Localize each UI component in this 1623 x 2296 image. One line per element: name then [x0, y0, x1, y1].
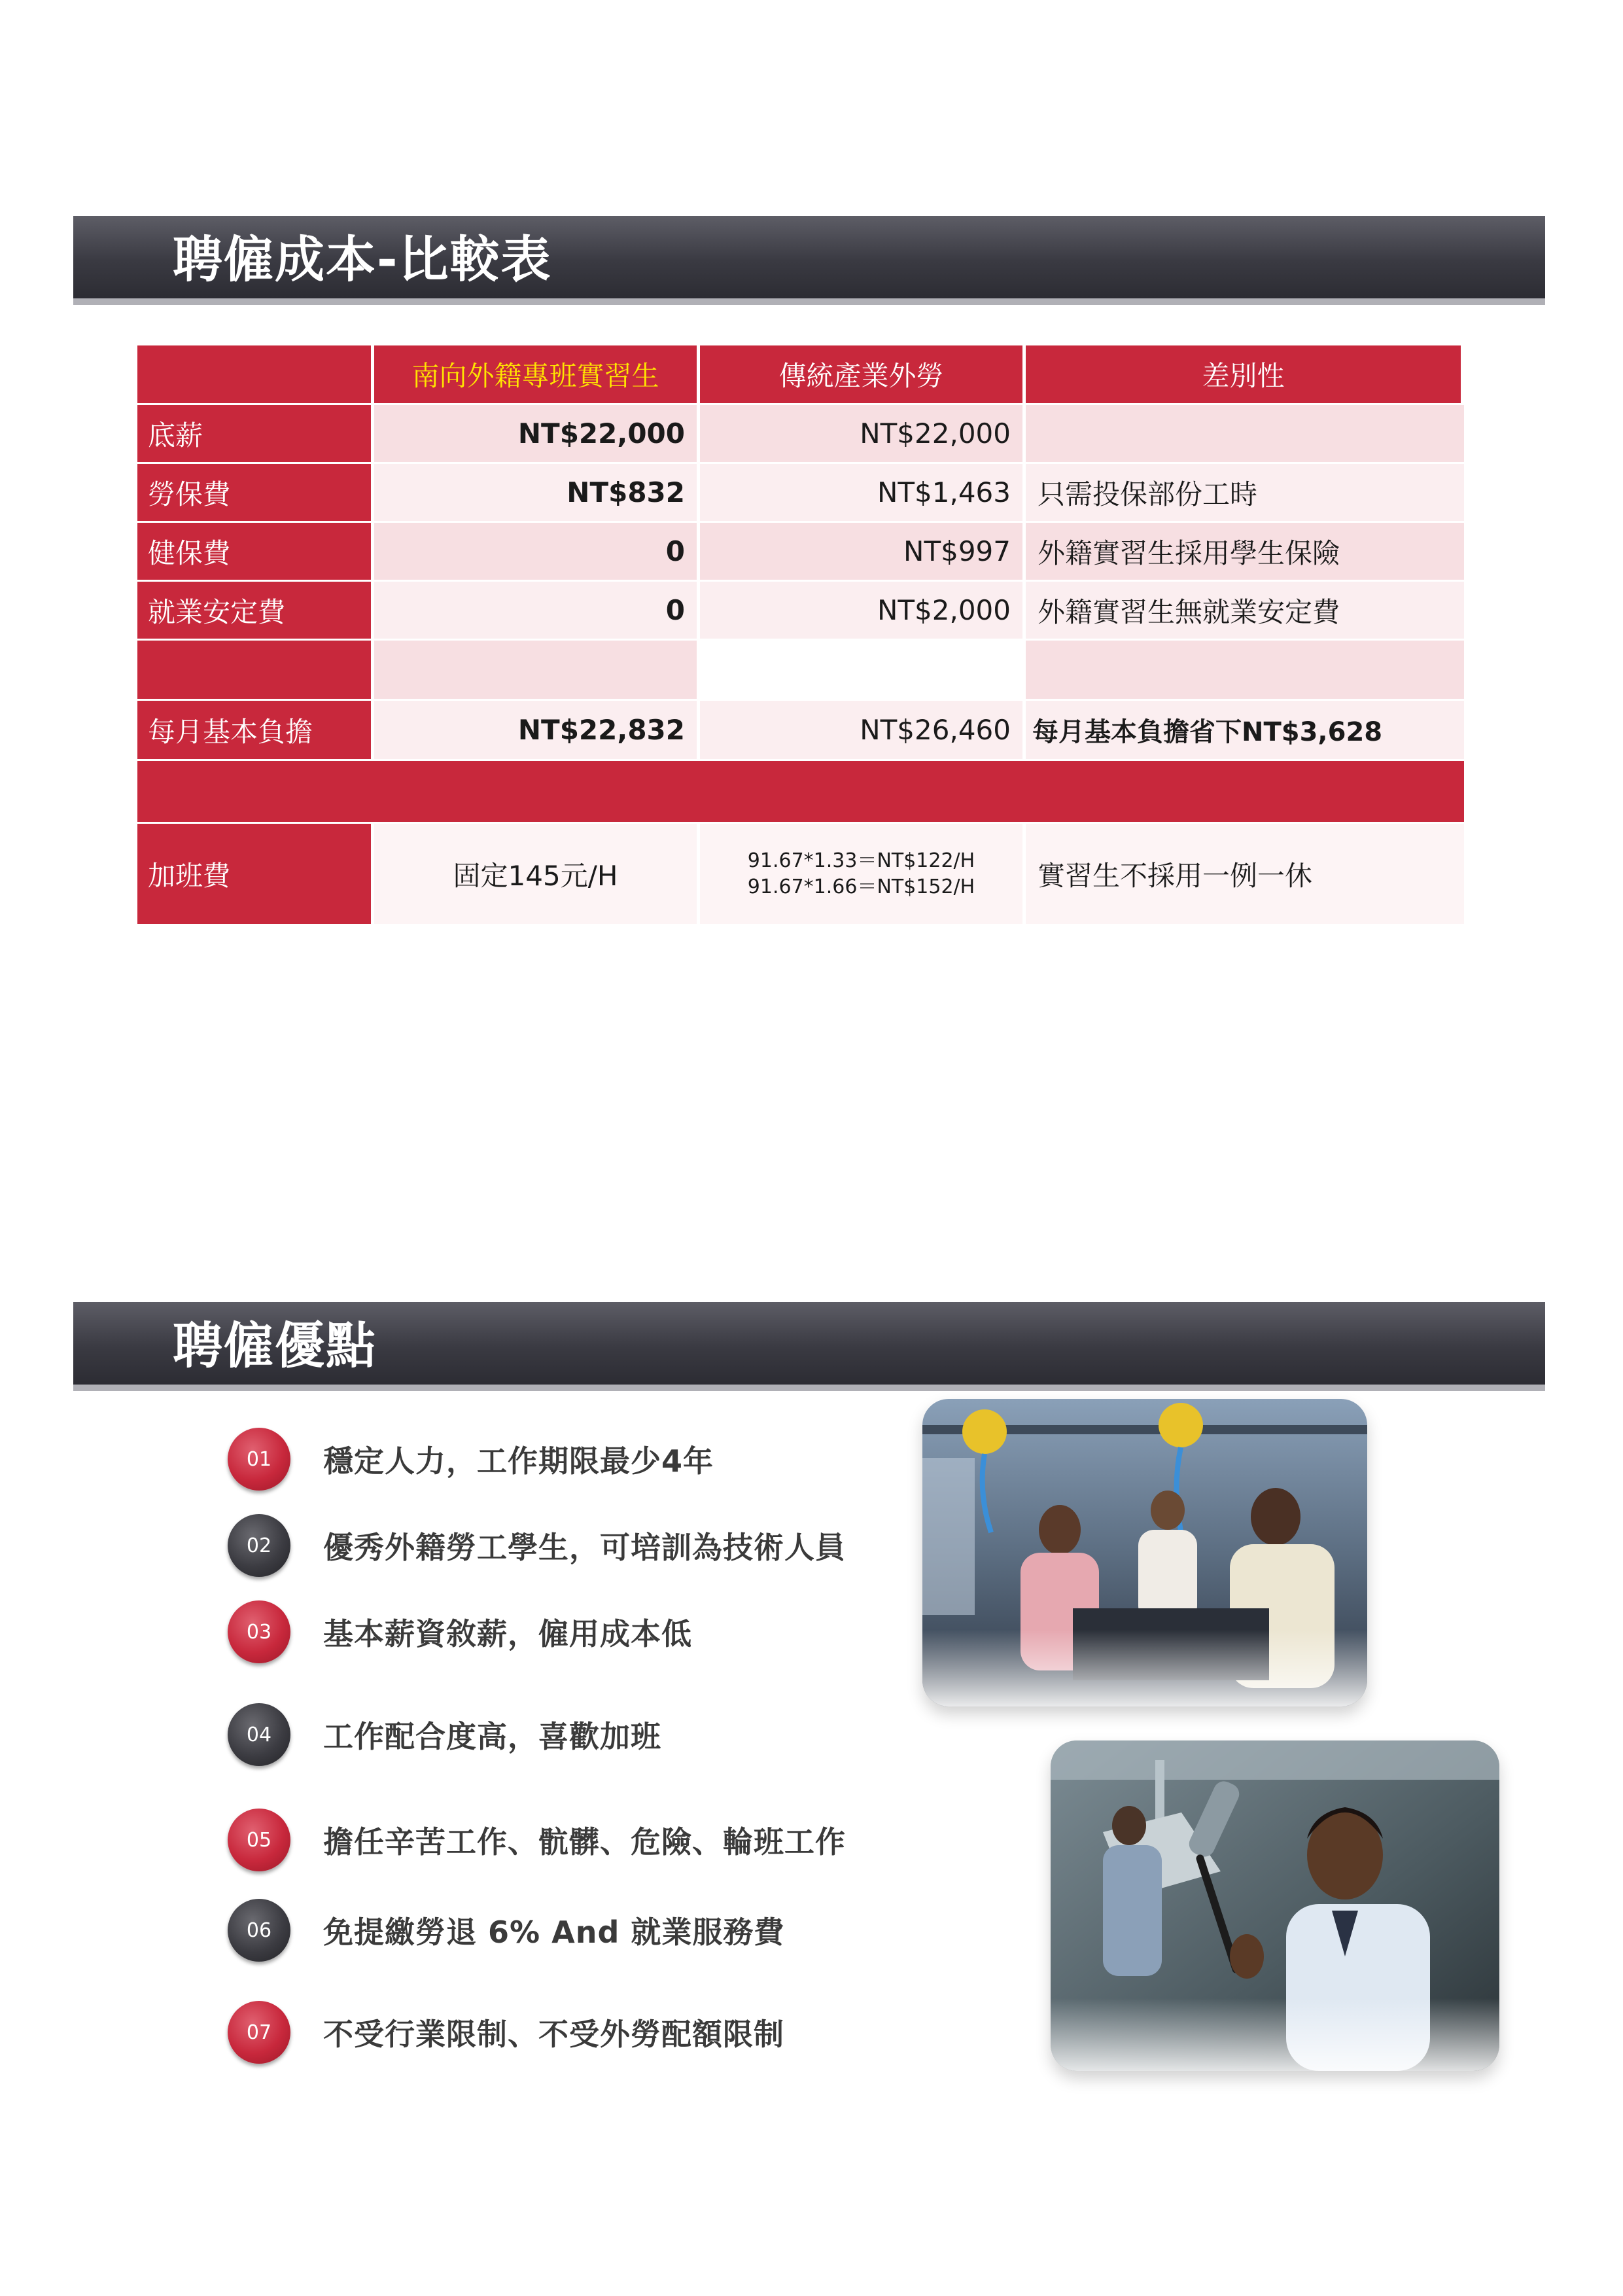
- row-label: 就業安定費: [137, 580, 374, 639]
- overtime-difference-note: 實習生不採用一例一休: [1026, 822, 1464, 924]
- cost-comparison-table: [137, 345, 1464, 924]
- table-header-corner: [137, 345, 374, 403]
- total-label: 每月基本負擔: [137, 699, 374, 759]
- traditional-value: NT$1,463: [700, 462, 1026, 521]
- overtime-traditional-line2: 91.67*1.66＝NT$152/H: [747, 875, 975, 898]
- difference-note: [1026, 403, 1464, 462]
- advantage-text: 穩定人力，工作期限最少4年: [323, 1443, 714, 1479]
- table-header-row: [137, 345, 1464, 403]
- total-savings-note: 每月基本負擔省下NT$3,628: [1026, 699, 1464, 759]
- advantage-item: [228, 1702, 661, 1767]
- advantage-number-badge: 07: [228, 2001, 290, 2064]
- blank-label-cell: [137, 639, 374, 699]
- advantage-text: 優秀外籍勞工學生，可培訓為技術人員: [323, 1530, 846, 1565]
- intern-value: NT$22,000: [374, 403, 700, 462]
- intern-value: 0: [374, 521, 700, 580]
- table-separator-band: [137, 759, 1464, 822]
- advantage-number-badge: 03: [228, 1600, 290, 1663]
- table-row: [137, 521, 1464, 580]
- section-header-advantages: [73, 1302, 1545, 1391]
- advantage-item: [228, 1807, 846, 1873]
- intern-value: NT$832: [374, 462, 700, 521]
- overtime-traditional-line1: 91.67*1.33＝NT$122/H: [747, 849, 975, 872]
- difference-note: 外籍實習生採用學生保險: [1026, 521, 1464, 580]
- advantage-item: [228, 1426, 714, 1492]
- difference-note: 外籍實習生無就業安定費: [1026, 580, 1464, 639]
- table-row: [137, 462, 1464, 521]
- table-overtime-row: [137, 822, 1464, 924]
- blank-cell: [700, 639, 1026, 699]
- factory-workers-photo: [922, 1399, 1367, 1706]
- table-row: [137, 580, 1464, 639]
- advantage-item: [228, 1513, 846, 1578]
- total-intern-value: NT$22,832: [374, 699, 700, 759]
- advantage-text: 免提繳勞退 6% And 就業服務費: [323, 1915, 785, 1950]
- row-label: 勞保費: [137, 462, 374, 521]
- total-traditional-value: NT$26,460: [700, 699, 1026, 759]
- traditional-value: NT$2,000: [700, 580, 1026, 639]
- advantage-number-badge: 04: [228, 1703, 290, 1766]
- section-header-cost: [73, 216, 1545, 305]
- blank-cell: [1026, 639, 1464, 699]
- overtime-traditional-value: [700, 822, 1026, 924]
- advantage-text: 基本薪資敘薪，僱用成本低: [323, 1616, 692, 1651]
- section-title-advantages: 聘僱優點: [173, 1316, 377, 1375]
- overtime-intern-value: 固定145元/H: [374, 822, 700, 924]
- row-label: 健保費: [137, 521, 374, 580]
- table-blank-row: [137, 639, 1464, 699]
- traditional-value: NT$22,000: [700, 403, 1026, 462]
- advantage-number-badge: 02: [228, 1514, 290, 1577]
- advantage-item: [228, 2000, 784, 2065]
- advantage-text: 擔任辛苦工作、骯髒、危險、輪班工作: [323, 1824, 846, 1860]
- intern-value: 0: [374, 580, 700, 639]
- table-header-traditional: 傳統產業外勞: [700, 345, 1026, 403]
- table-total-row: [137, 699, 1464, 759]
- traditional-value: NT$997: [700, 521, 1026, 580]
- separator-band: [137, 759, 1464, 822]
- advantage-number-badge: 05: [228, 1809, 290, 1871]
- advantage-number-badge: 01: [228, 1428, 290, 1491]
- table-row: [137, 403, 1464, 462]
- overtime-label: 加班費: [137, 822, 374, 924]
- row-label: 底薪: [137, 403, 374, 462]
- difference-note: 只需投保部份工時: [1026, 462, 1464, 521]
- section-title-cost: 聘僱成本-比較表: [173, 230, 552, 289]
- advantage-item: [228, 1898, 784, 1963]
- table-header-intern: 南向外籍專班實習生: [374, 345, 700, 403]
- female-worker-photo: [1051, 1740, 1499, 2071]
- table-header-difference: 差別性: [1026, 345, 1464, 403]
- advantage-number-badge: 06: [228, 1899, 290, 1962]
- advantage-text: 工作配合度高，喜歡加班: [323, 1719, 661, 1754]
- blank-cell: [374, 639, 700, 699]
- advantage-text: 不受行業限制、不受外勞配額限制: [323, 2017, 784, 2052]
- advantage-item: [228, 1599, 692, 1665]
